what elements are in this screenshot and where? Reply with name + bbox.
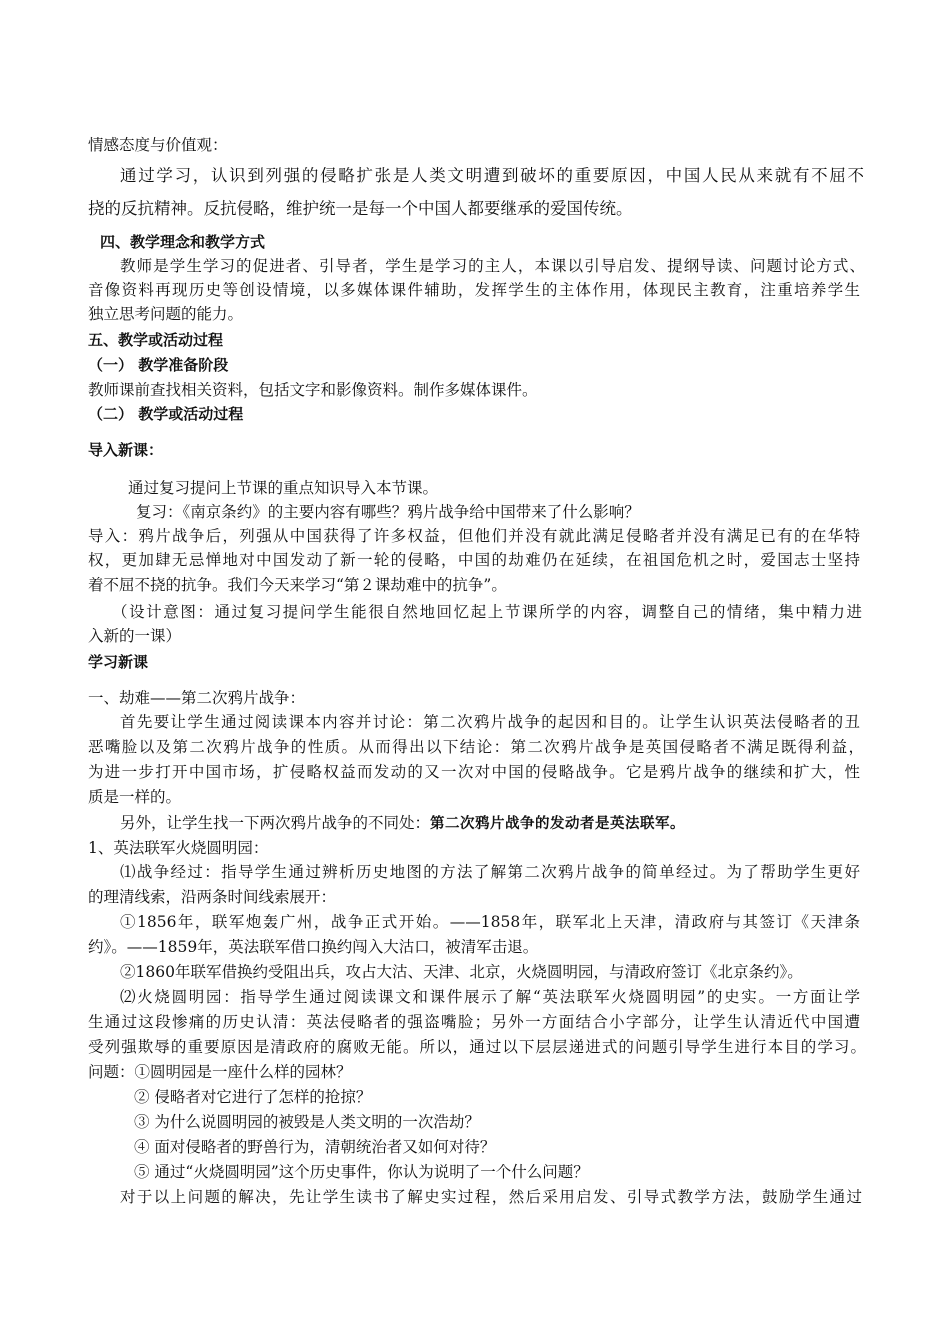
- paragraph-line: 挠的反抗精神。反抗侵略，维护统一是每一个中国人都要继承的爱国传统。: [88, 199, 633, 218]
- paragraph-line: ⑴战争经过：指导学生通过辨析历史地图的方法了解第二次鸦片战争的简单经过。为了帮助学生更好: [120, 863, 860, 881]
- paragraph-line: 首先要让学生通过阅读课本内容并讨论：第二次鸦片战争的起因和目的。让学生认识英法侵略者的丑: [120, 713, 860, 731]
- paragraph-line: 的理清线索，沿两条时间线索展开：: [88, 888, 337, 906]
- question-5: ⑤ 通过“火烧圆明园”这个历史事件，你认为说明了一个什么问题？: [134, 1163, 589, 1181]
- item-heading-1: 1、英法联军火烧圆明园：: [88, 839, 269, 857]
- paragraph-line: 独立思考问题的能力。: [88, 305, 244, 323]
- paragraph-line: [120, 813, 685, 834]
- subsection-heading-1: （一） 教学准备阶段: [88, 356, 229, 374]
- paragraph-line: 生通过这段惨痛的历史认清：英法侵略者的强盗嘴脸；另外一方面结合小字部分，让学生认清近代中国遭: [88, 1013, 860, 1031]
- question-2: ② 侵略者对它进行了怎样的抢掠？: [134, 1088, 372, 1106]
- paragraph-line: 受列强欺辱的重要原因是清政府的腐败无能。所以，通过以下层层递进式的问题引导学生进行本目的学习。: [88, 1038, 866, 1056]
- question-4: ④ 面对侵略者的野兽行为，清朝统治者又如何对待？: [134, 1138, 496, 1156]
- paragraph-line: ⑵火烧圆明园：指导学生通过阅读课文和课件展示了解“英法联军火烧圆明园”的史实。一方面让学: [120, 988, 860, 1006]
- intro-heading: 导入新课：: [88, 441, 164, 459]
- paragraph-line: 对于以上问题的解决，先让学生读书了解史实过程，然后采用启发、引导式教学方法，鼓励学生通过: [120, 1188, 862, 1206]
- design-note-line: 入新的一课）: [88, 627, 182, 645]
- paragraph-line: 恶嘴脸以及第二次鸦片战争的性质。从而得出以下结论：第二次鸦片战争是英国侵略者不满足既得利益，: [88, 738, 864, 756]
- subsection-heading-2: （二） 教学或活动过程: [88, 405, 244, 423]
- section-heading-attitude: 情感态度与价值观：: [88, 136, 228, 154]
- paragraph-line: 为进一步打开中国市场，扩侵略权益而发动的又一次对中国的侵略战争。它是鸦片战争的继续和扩大，性: [88, 763, 860, 781]
- paragraph-line: 导入：鸦片战争后，列强从中国获得了许多权益，但他们并没有就此满足侵略者并没有满足已有的在华特: [88, 527, 860, 545]
- paragraph-line: 约》。——1859年，英法联军借口换约闯入大沽口，被清军击退。: [88, 938, 539, 956]
- paragraph-line: 通过学习，认识到列强的侵略扩张是人类文明遭到破坏的重要原因，中国人民从来就有不屈不: [120, 166, 864, 185]
- paragraph-line: 复习：《南京条约》的主要内容有哪些？鸦片战争给中国带来了什么影响？: [136, 503, 640, 521]
- question-3: ③ 为什么说圆明园的被毁是人类文明的一次浩劫？: [134, 1113, 480, 1131]
- paragraph-line: 权，更加肆无忌惮地对中国发动了新一轮的侵略，中国的劫难仍在延续，在祖国危机之时，爱国志士坚持: [88, 551, 860, 569]
- paragraph-line: 质是一样的。: [88, 788, 182, 806]
- paragraph-line: 着不屈不挠的抗争。我们今天来学习“第２课劫难中的抗争”。: [88, 576, 507, 594]
- paragraph-line: ①1856年，联军炮轰广州，战争正式开始。——1858年，联军北上天津，清政府与其签订《天津条: [120, 913, 860, 931]
- lesson-part-heading: 一、劫难——第二次鸦片战争：: [88, 689, 306, 707]
- paragraph-line: ②1860年联军借换约受阻出兵，攻占大沽、天津、北京，火烧圆明园，与清政府签订《北京条约》。: [120, 963, 803, 981]
- paragraph-line: 教师课前查找相关资料，包括文字和影像资料。制作多媒体课件。: [88, 381, 538, 399]
- section-heading-4: 四、教学理念和教学方式: [100, 233, 266, 251]
- emphasis-text: 第二次鸦片战争的发动者是英法联军。: [430, 816, 686, 832]
- paragraph-text: 另外，让学生找一下两次鸦片战争的不同处：: [120, 814, 431, 832]
- new-lesson-heading: 学习新课: [88, 653, 149, 671]
- design-note-line: （设计意图：通过复习提问学生能很自然地回忆起上节课所学的内容，调整自己的情绪，集中精力进: [112, 603, 862, 621]
- paragraph-line: 通过复习提问上节课的重点知识导入本节课。: [128, 479, 439, 497]
- paragraph-line: 教师是学生学习的促进者、引导者，学生是学习的主人，本课以引导启发、提纲导读、问题讨论方式、: [120, 257, 865, 275]
- section-heading-5: 五、教学或活动过程: [88, 331, 224, 349]
- question-1: 问题：①圆明园是一座什么样的园林？: [88, 1063, 352, 1081]
- paragraph-line: 音像资料再现历史等创设情境，以多媒体课件辅助，发挥学生的主体作用，体现民主教育，注重培养学生: [88, 281, 860, 299]
